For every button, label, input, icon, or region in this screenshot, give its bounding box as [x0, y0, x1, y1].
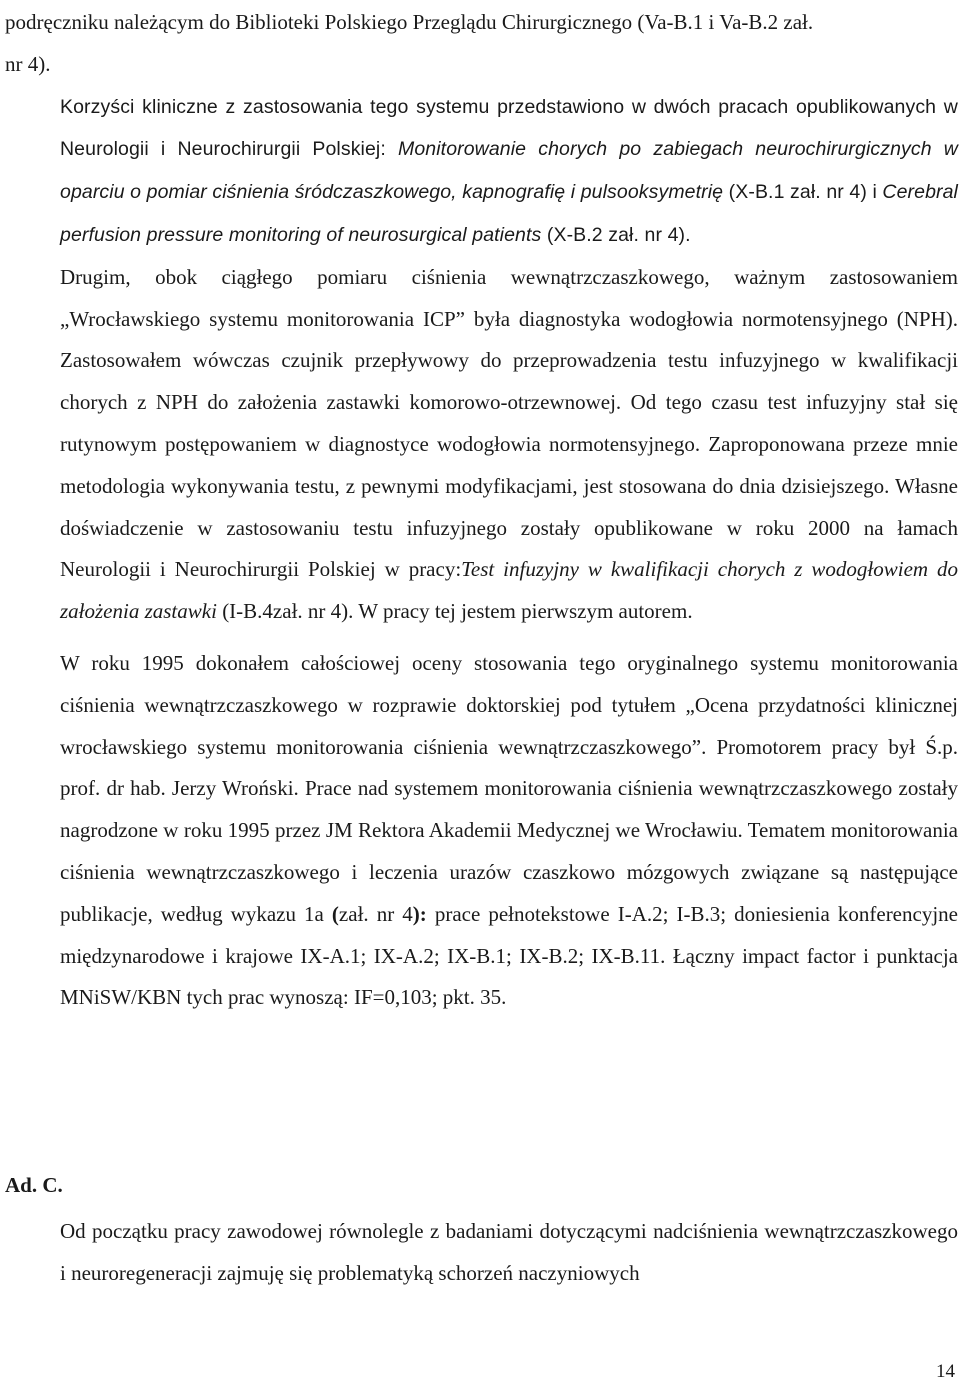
benefits-title-italic: Monitorowanie chorych po zabiegach neurochirurgicznych w oparciu o pomiar ciśnienia śródczaszkowego, kapnografię i pulsooksymetrię: [60, 138, 958, 204]
paragraph-second: [5, 257, 958, 633]
intro-line-1: podręczniku należącym do Biblioteki Polskiego Przeglądu Chirurgicznego (Va-B.1 i Va-B.2 zał.: [5, 10, 814, 34]
paragraph-evaluation: [5, 643, 958, 1019]
paragraph-benefits: [5, 86, 958, 257]
evaluation-ref: zał. nr 4: [338, 901, 413, 926]
benefits-ref-1: (X-B.1 zał. nr 4) i: [723, 181, 883, 204]
body-text: [5, 2, 958, 1019]
benefits-title-italic-2: Cerebral perfusion pressure monitoring of neurosurgical patients: [60, 181, 958, 246]
evaluation-text-end: prace pełnotekstowe I-A.2; I-B.3; doniesienia konferencyjne międzynarodowe i krajowe IX-A.1; IX-A.2; IX-B.1; IX-B.2; IX-B.11. Łączny impact factor i punktacja MNiSW/KBN tych prac wynoszą: IF=0,103; pkt. 35.: [60, 901, 958, 1010]
intro-line-2: nr 4).: [5, 51, 51, 76]
second-text: Drugim, obok ciągłego pomiaru ciśnienia wewnątrzczaszkowego, ważnym zastosowaniem „Wrocławskiego systemu monitorowania ICP” była diagnostyka wodogłowia normotensyjnego (NPH). Zastosowałem wówczas czujnik przepływowy do przeprowadzenia testu infuzyjnego w kwalifikacji chorych z NPH do założenia zastawki komorowo-otrzewnowej. Od tego czasu test infuzyjny stał się rutynowym postępowaniem w diagnostyce wodogłowia normotensyjnego. Zaproponowana przeze mnie metodologia wykonywania testu, z pewnymi modyfikacjami, jest stosowana do dnia dzisiejszego. Własne doświadczenie w zastosowaniu testu infuzyjnego zostały opublikowane w roku 2000 na łamach Neurologii i Neurochirurgii Polskiej w pracy:: [60, 264, 958, 582]
paragraph-section-c: Od początku pracy zawodowej równolegle z badaniami dotyczącymi nadciśnienia wewnątrzczaszkowego i neuroregeneracji zajmuję się problematyką schorzeń naczyniowych: [60, 1219, 958, 1286]
paragraph-intro-tail: [5, 2, 958, 86]
evaluation-paren-open: (: [331, 901, 339, 926]
evaluation-paren-close: ):: [412, 901, 427, 926]
second-text-end: (I-B.4zał. nr 4). W pracy tej jestem pierwszym autorem.: [216, 599, 693, 624]
second-title-italic: Test infuzyjny w kwalifikacji chorych z wodogłowiem do założenia zastawki: [60, 557, 958, 624]
benefits-ref-2: (X-B.2 zał. nr 4).: [541, 223, 691, 246]
evaluation-text: W roku 1995 dokonałem całościowej oceny stosowania tego oryginalnego systemu monitorowania ciśnienia wewnątrzczaszkowego w rozprawie doktorskiej pod tytułem „Ocena przydatności klinicznej wrocławskiego systemu monitorowania ciśnienia wewnątrzczaszkowego”. Promotorem pracy był Ś.p. prof. dr hab. Jerzy Wroński. Prace nad systemem monitorowania ciśnienia wewnątrzczaszkowego zostały nagrodzone w roku 1995 przez JM Rektora Akademii Medycznej we Wrocławiu. Tematem monitorowania ciśnienia wewnątrzczaszkowego i leczenia urazów czaszkowo mózgowych związane są następujące publikacje, według wykazu 1a: [60, 650, 958, 926]
section-c-body: [5, 1210, 958, 1295]
page-number: 14: [936, 1361, 955, 1382]
section-heading: Ad. C.: [5, 1173, 63, 1197]
benefits-text: Korzyści kliniczne z zastosowania tego systemu przedstawiono w dwóch pracach opublikowanych w Neurologii i Neurochirurgii Polskiej:: [60, 95, 958, 161]
